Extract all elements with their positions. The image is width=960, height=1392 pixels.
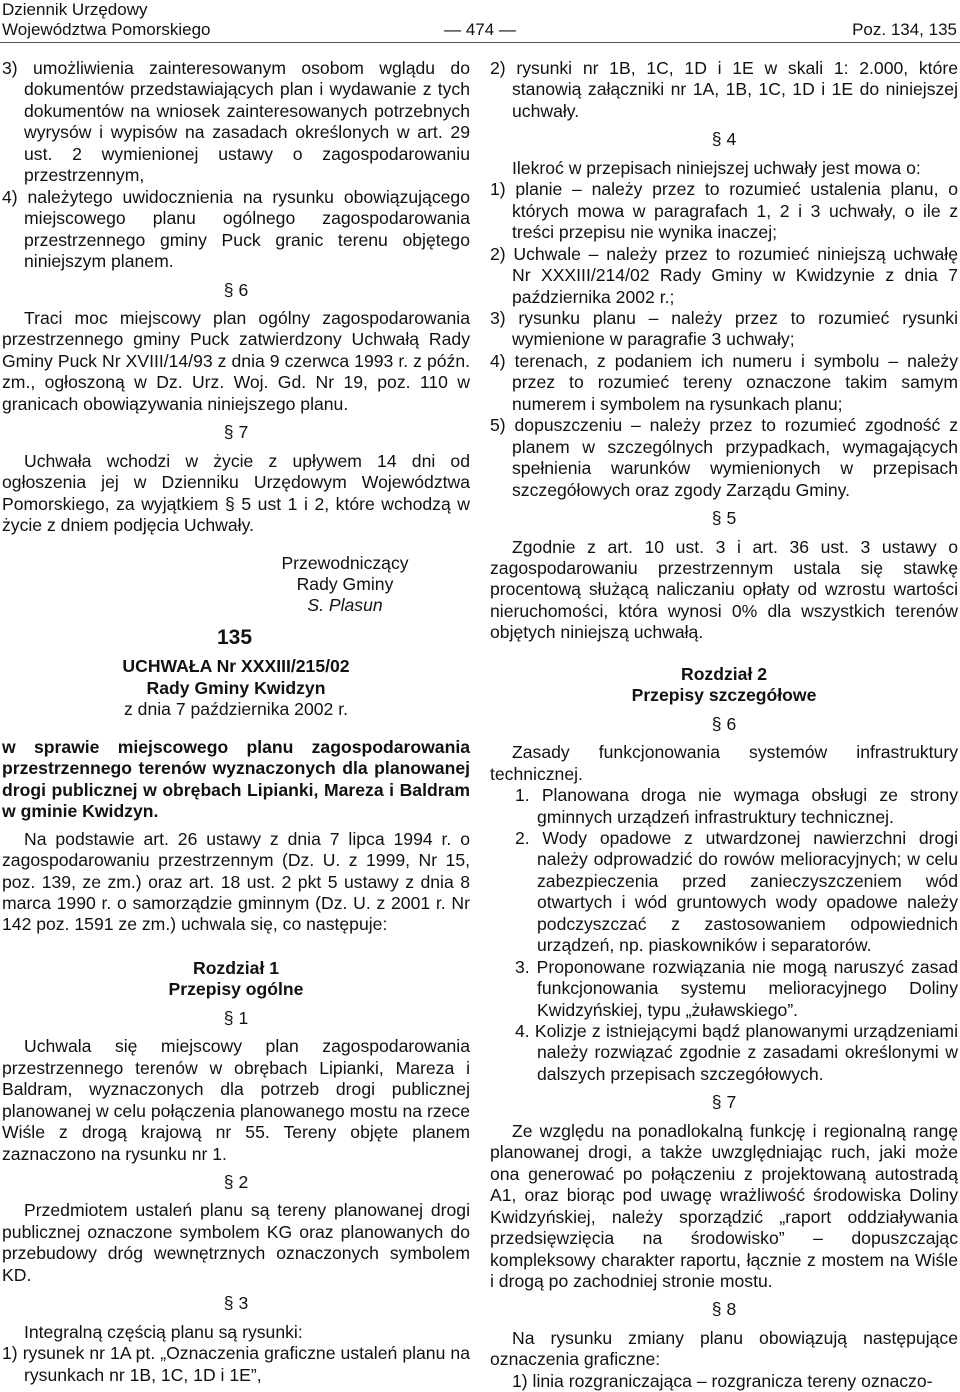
journal-title-line2: Województwa Pomorskiego — [2, 20, 211, 39]
section-6-item-1: 1. Planowana droga nie wymaga obsługi ze strony gminnych urządzeń infrastruktury technicznej. — [515, 785, 958, 827]
signature-name: S. Plasun — [307, 595, 383, 616]
section-6-item-4: 4. Kolizje z istniejącymi bądź planowanymi urządzeniami należy rozwiązać zgodnie z zasadami określonymi w dalszych przepisach szczegółowych. — [515, 1021, 958, 1084]
journal-title-line1: Dziennik Urzędowy — [2, 0, 148, 19]
chapter-1-number: Rozdział 1 — [192, 957, 280, 978]
section-2-text: Przedmiotem ustaleń planu są tereny planowanej drogi publicznej oznaczone symbolem KG oraz planowanych do przebudowy dróg wewnętrznych oznaczonych symbolem KD. — [2, 1200, 470, 1285]
section-8-text: Na rysunku zmiany planu obowiązują następujące oznaczenia graficzne: — [490, 1327, 958, 1370]
section-8-item-1: 1) linia rozgraniczająca – rozgranicza tereny oznaczo- — [512, 1370, 933, 1391]
resolution-subject: w sprawie miejscowego planu zagospodarowania przestrzennego terenów wyznaczonych dla planowanej drogi publicznej w obrębach Lipianki, Mareza i Baldram w gminie Kwidzyn. — [2, 736, 470, 822]
section-3-text: Integralną częścią planu są rysunki: — [24, 1321, 303, 1342]
section-1-text: Uchwala się miejscowy plan zagospodarowania przestrzennego terenów w obrębach Lipianki, Mareza i Baldram, wyznaczonych dla potrzeb drogi publicznej planowanej w celu połączenia planowanego mostu na rzece Wiśle z drogą krajową nr 55. Tereny objęte planem zaznaczono na rysunku nr 1. — [2, 1036, 470, 1164]
section-7-heading: § 7 — [223, 422, 249, 443]
page-number: — 474 — — [444, 20, 516, 39]
section-2-heading: § 2 — [223, 1172, 249, 1192]
document-number: 135 — [217, 625, 253, 649]
chapter-1-title: Przepisy ogólne — [168, 979, 304, 1000]
section-8-heading: § 8 — [711, 1299, 737, 1320]
right-column — [490, 58, 958, 1392]
position-number: Poz. 134, 135 — [852, 20, 957, 39]
resolution-date: z dnia 7 października 2002 r. — [124, 699, 348, 720]
section-4-item-3: 3) rysunku planu – należy przez to rozumieć rysunki wymienione w paragrafie 3 uchwały; — [490, 307, 958, 350]
section-6-text-ch2: Zasady funkcjonowania systemów infrastruktury technicznej. — [490, 742, 958, 784]
resolution-title: UCHWAŁA Nr XXXIII/215/02 — [122, 656, 350, 677]
section-4-item-5: 5) dopuszczeniu – należy przez to rozumieć zgodność z planem w szczególnych przypadkach, wymagających spełnienia warunków wymienionych w przepisach szczegółowych oraz zgody Zarządu Gminy. — [490, 415, 958, 500]
section-6-item-2: 2. Wody opadowe z utwardzonej nawierzchni drogi należy odprowadzić do rowów melioracyjnych; w celu zabezpieczenia przed zanieczyszczeniem wód otwartych i wód gruntowych wody opadowe należy podczyszczać z zastosowaniem odpowiednich urządzeń, np. piaskowników i separatorów. — [515, 827, 958, 956]
section-6-text: Traci moc miejscowy plan ogólny zagospodarowania przestrzennego gminy Puck zatwierdzony Uchwałą Rady Gminy Puck Nr XVIII/14/93 z dnia 9 czerwca 1993 r. z późn. zm., ogłoszoną w Dz. Urz. Woj. Gd. Nr 19, poz. 110 w granicach obowiązywania niniejszego planu. — [2, 307, 470, 414]
section-7-text: Uchwała wchodzi w życie z upływem 14 dni od ogłoszenia jej w Dzienniku Urzędowym Województwa Pomorskiego, za wyjątkiem § 5 ust 1 i 2, które wchodzą w życie z dniem podjęcia Uchwały. — [2, 450, 470, 536]
chapter-2-number: Rozdział 2 — [680, 663, 768, 684]
section-4-text: Ilekroć w przepisach niniejszej uchwały jest mowa o: — [512, 157, 921, 178]
section-1-heading: § 1 — [223, 1007, 249, 1028]
section-4-item-4: 4) terenach, z podaniem ich numeru i symbolu – należy przez to rozumieć tereny oznaczone takim samym numerem i symbolem na rysunkach planu; — [490, 350, 958, 414]
left-column — [2, 58, 470, 1386]
item-3: 3) umożliwienia zainteresowanym osobom wglądu do dokumentów przedstawiających plan i wydawanie z tych dokumentów na wniosek zainteresowanych potrzebnych wyrysów i wypisów na zasadach określonych w art. 29 ust. 2 wymienionej ustawy o zagospodarowaniu przestrzennym, — [2, 58, 470, 186]
signature-title-2: Rady Gminy — [296, 573, 394, 594]
section-4-item-2: 2) Uchwale – należy przez to rozumieć niniejszą uchwałę Nr XXXIII/214/02 Rady Gminy w Kwidzynie z dnia 7 października 2002 r.; — [490, 243, 958, 307]
signature-block — [270, 553, 420, 617]
section-6-heading: § 6 — [223, 279, 249, 300]
section-5-text: Zgodnie z art. 10 ust. 3 i art. 36 ust. 3 ustawy o zagospodarowaniu przestrzennym ustala się stawkę procentową służącą naliczaniu opłaty od wzrostu wartości nieruchomości, która wynosi 0% dla wszystkich terenów objętych niniejszą uchwałą. — [490, 536, 958, 643]
section-6-item-3: 3. Proponowane rozwiązania nie mogą naruszyć zasad funkcjonowania systemu melioracyjnego Doliny Kwidzyńskiej, typu „żuławskiego”. — [515, 956, 958, 1020]
section-4-item-1: 1) planie – należy przez to rozumieć ustalenia planu, o których mowa w paragrafach 1, 2 i 3 uchwały, o ile z treści przepisu nie wynika inaczej; — [490, 179, 958, 243]
section-3-heading: § 3 — [223, 1293, 249, 1314]
section-4-heading: § 4 — [711, 129, 737, 150]
item-4: 4) należytego uwidocznienia na rysunku obowiązującego miejscowego planu ogólnego zagospodarowania przestrzennego gminy Puck granic terenu objętego niniejszym planem. — [2, 186, 470, 272]
chapter-2-title: Przepisy szczegółowe — [631, 685, 817, 706]
section-3-item-2: 2) rysunki nr 1B, 1C, 1D i 1E w skali 1: 2.000, które stanowią załączniki nr 1A, 1B, 1C, 1D i 1E do niniejszej uchwały. — [490, 58, 958, 121]
section-7-text-ch2: Ze względu na ponadlokalną funkcję i regionalną rangę planowanej drogi, a także uwzględniając ruch, jaki może ona generować po połączeniu z projektowaną autostradą A1, oraz biorąc pod uwagę wrażliwość środowiska Doliny Kwidzyńskiej, należy sporządzić „raport oddziaływania przedsięwzięcia na środowisko” – dopuszczając kompleksowy charakter raportu, łącznie z mostem na Wiśle i drogą po zachodniej stronie mostu. — [490, 1120, 958, 1292]
section-3-item-1: 1) rysunek nr 1A pt. „Oznaczenia graficzne ustaleń planu na rysunkach nr 1B, 1C, 1D i 1E”, — [2, 1343, 470, 1385]
resolution-body: Rady Gminy Kwidzyn — [146, 677, 326, 698]
section-7-heading-ch2: § 7 — [711, 1092, 737, 1113]
section-6-heading-ch2: § 6 — [711, 713, 737, 734]
section-5-heading: § 5 — [711, 508, 737, 529]
header-rule — [0, 42, 960, 43]
signature-title-1: Przewodniczący — [281, 552, 409, 573]
legal-basis: Na podstawie art. 26 ustawy z dnia 7 lipca 1994 r. o zagospodarowaniu przestrzennym (Dz. U. z 1999, Nr 15, poz. 139, ze zm.) oraz art. 18 ust. 2 pkt 5 ustawy z dnia 8 marca 1990 r. o samorządzie gminnym (Dz. U. z 2001 r. Nr 142 poz. 1591 ze zm.) uchwala się, co następuje: — [2, 828, 470, 935]
